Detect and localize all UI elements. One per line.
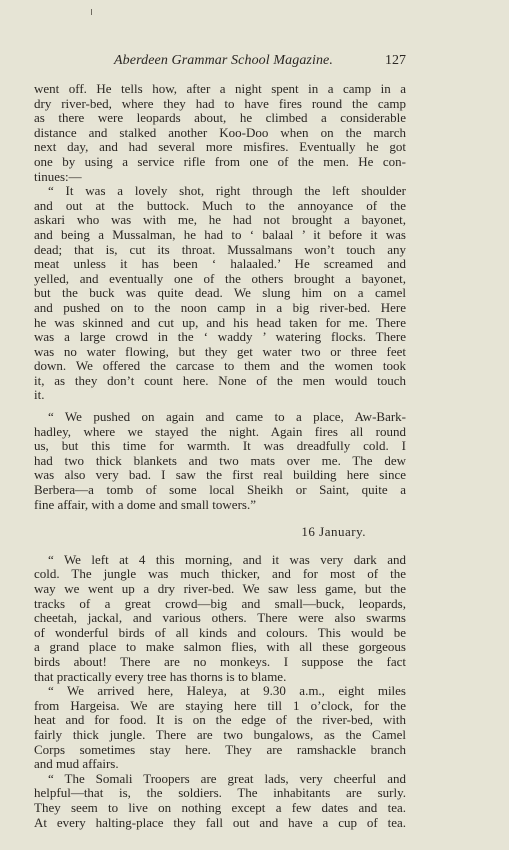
print-speck	[91, 9, 92, 15]
text-line: “ It was a lovely shot, right through the left shoulder	[48, 183, 406, 199]
text-line: as there were leopards about, he climbed a considerable	[34, 110, 406, 126]
entry-date: 16 January.	[301, 524, 366, 540]
text-line: birds about! There are no monkeys. I suppose the fact	[34, 653, 406, 669]
paragraph-5	[34, 684, 406, 772]
paragraph-6	[34, 772, 406, 830]
text-line: it, as they don’t count here. None of the men would touch	[34, 372, 406, 388]
text-line: down. We offered the carcase to them and the women took	[34, 358, 406, 374]
text-line: and out at the buttock. Much to the annoyance of the	[34, 197, 406, 213]
text-line: cheetah, jackal, and various others. There were also swarms	[34, 610, 406, 626]
text-line: was also very bad. I saw the first real building here since	[34, 467, 406, 483]
text-line: a grand place to make salmon flies, with all these gorgeous	[34, 639, 406, 655]
text-line: he was skinned and cut up, and his head taken for me. There	[34, 314, 406, 330]
text-line: had two thick blankets and two mats over me. The dew	[34, 452, 406, 468]
text-line: distance and stalked another Koo-Doo when on the march	[34, 124, 406, 140]
page-number: 127	[385, 53, 406, 68]
paragraph-3	[34, 410, 406, 512]
text-line: askari who was with me, he had not brought a bayonet,	[34, 212, 406, 228]
paragraph-4	[34, 553, 406, 684]
text-line: “ We arrived here, Haleya, at 9.30 a.m., eight miles	[48, 683, 406, 699]
text-line: one by using a service rifle from one of the men. He con-	[34, 153, 406, 169]
text-line: next day, and had several more misfires. Eventually he got	[34, 139, 406, 155]
text-line: and being a Mussalman, he had to ‘ balaal ’ it before it was	[34, 226, 406, 242]
text-line: “ The Somali Troopers are great lads, very cheerful and	[48, 770, 406, 786]
text-line: hadley, where we stayed the night. Again fires all round	[34, 423, 406, 439]
paragraph-2	[34, 184, 406, 403]
text-line: yelled, and eventually one of the others brought a bayonet,	[34, 270, 406, 286]
text-line: was no water flowing, but they get water two or three feet	[34, 343, 406, 359]
text-line: cold. The jungle was much thicker, and for most of the	[34, 566, 406, 582]
text-line: “ We pushed on again and came to a place, Aw-Bark-	[48, 409, 406, 425]
text-line: “ We left at 4 this morning, and it was very dark and	[48, 551, 406, 567]
text-line: went off. He tells how, after a night spent in a camp in a	[34, 81, 406, 96]
text-line: but the buck was quite dead. We slung him on a camel	[34, 285, 406, 301]
text-line: and mud affairs.	[34, 756, 119, 772]
text-line: tracks of a great crowd—big and small—buck, leopards,	[34, 595, 406, 611]
running-title: Aberdeen Grammar School Magazine.	[114, 53, 333, 68]
paragraph-1	[34, 82, 406, 184]
text-line: dry river-bed, where they had to have fires round the camp	[34, 95, 406, 111]
text-line: tinues:—	[34, 168, 82, 184]
text-line: us, but this time for warmth. It was dreadfully cold. I	[34, 438, 406, 454]
text-line: was a large crowd in the ‘ waddy ’ watering flocks. There	[34, 329, 406, 345]
text-line: At every halting-place they fall out and have a cup of tea.	[34, 814, 406, 830]
text-line: fairly thick jungle. There are two bungalows, as the Camel	[34, 726, 406, 742]
text-line: heat and for food. It is on the edge of the river-bed, with	[34, 712, 406, 728]
text-line: that practically every tree has thorns is to blame.	[34, 668, 287, 684]
text-line: from Hargeisa. We are staying here till 1 o’clock, for the	[34, 697, 406, 713]
running-header	[34, 53, 406, 73]
text-line: Berbera—a tomb of some local Sheikh or Saint, quite a	[34, 482, 406, 498]
text-line: of wonderful birds of all kinds and colours. This would be	[34, 624, 406, 640]
text-line: Corps sometimes stay here. They are ramshackle branch	[34, 741, 406, 757]
text-line: helpful—that is, the soldiers. The inhabitants are surly.	[34, 785, 406, 801]
text-line: They seem to live on nothing except a few dates and tea.	[34, 799, 406, 815]
body-text	[34, 82, 406, 830]
text-line: and pushed on to the noon camp in a big river-bed. Here	[34, 299, 406, 315]
text-line: fine affair, with a dome and small towers.”	[34, 496, 256, 512]
text-line: dead; that is, cut its throat. Mussalmans won’t touch any	[34, 241, 406, 257]
text-line: meat unless it has been ‘ halaaled.’ He screamed and	[34, 256, 406, 272]
text-line: it.	[34, 387, 45, 403]
text-line: way we went up a dry river-bed. We saw less game, but the	[34, 581, 406, 596]
